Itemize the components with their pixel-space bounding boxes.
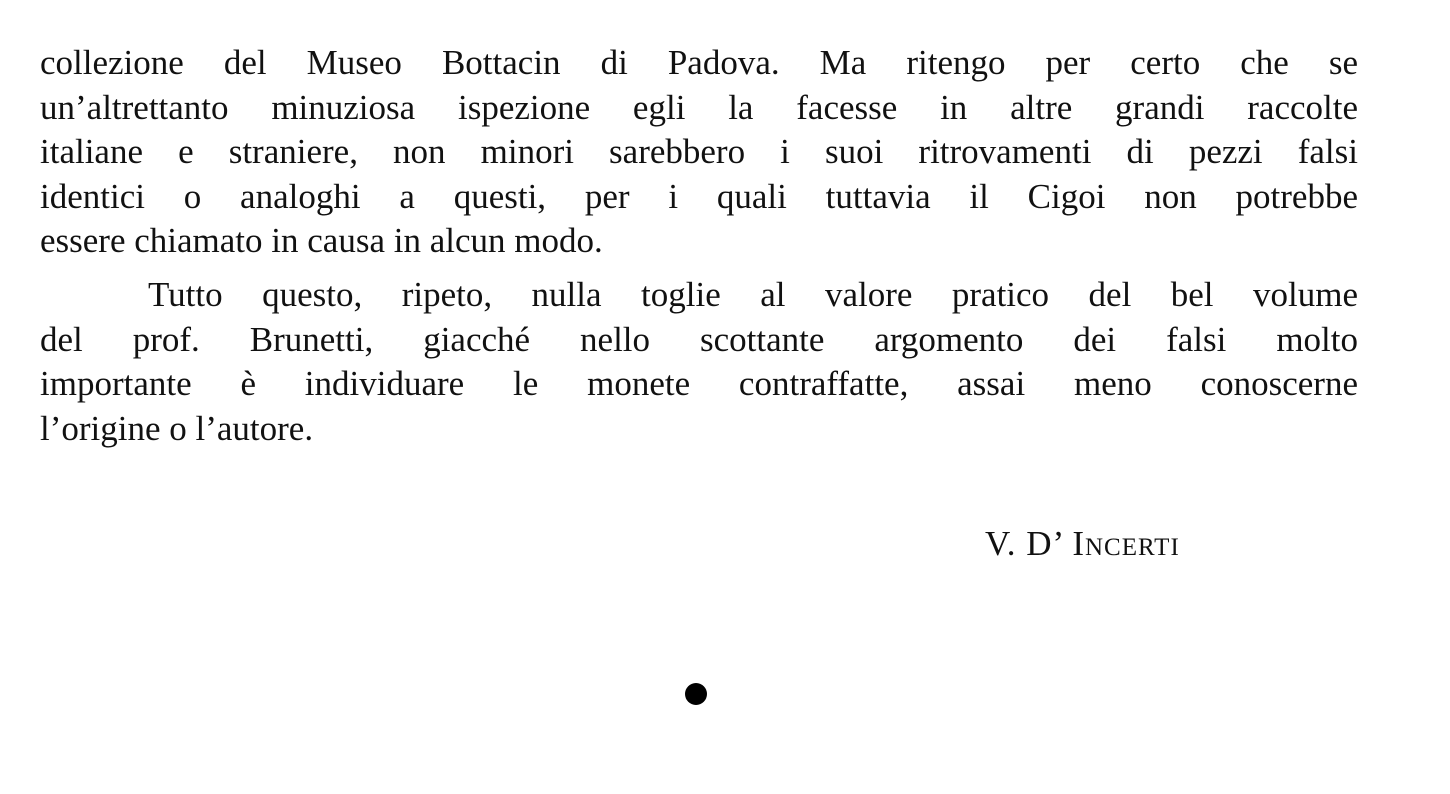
text-line: Tutto questo, ripeto, nulla toglie al valore pratico del bel volume — [148, 275, 1358, 314]
text-line: l’origine o l’autore. — [40, 408, 314, 448]
text-line: un’altrettanto minuziosa ispezione egli la facesse in altre grandi raccolte — [40, 87, 1358, 127]
paragraph-1 — [40, 41, 1358, 264]
text-line: identici o analoghi a questi, per i quali tuttavia il Cigoi non potrebbe — [40, 176, 1358, 216]
text-line: essere chiamato in causa in alcun modo. — [40, 221, 603, 260]
text-line: italiane e straniere, non minori sarebbero i suoi ritrovamenti di pezzi falsi — [40, 132, 1358, 171]
author-signature: V. D’ Incerti — [985, 524, 1180, 563]
ornament-dot — [685, 683, 707, 705]
text-line: collezione del Museo Bottacin di Padova. Ma ritengo per certo che se — [40, 43, 1358, 82]
paragraph-2 — [40, 273, 1358, 451]
text-line: importante è individuare le monete contraffatte, assai meno conoscerne — [40, 364, 1358, 403]
text-line: del prof. Brunetti, giacché nello scottante argomento dei falsi molto — [40, 319, 1358, 359]
